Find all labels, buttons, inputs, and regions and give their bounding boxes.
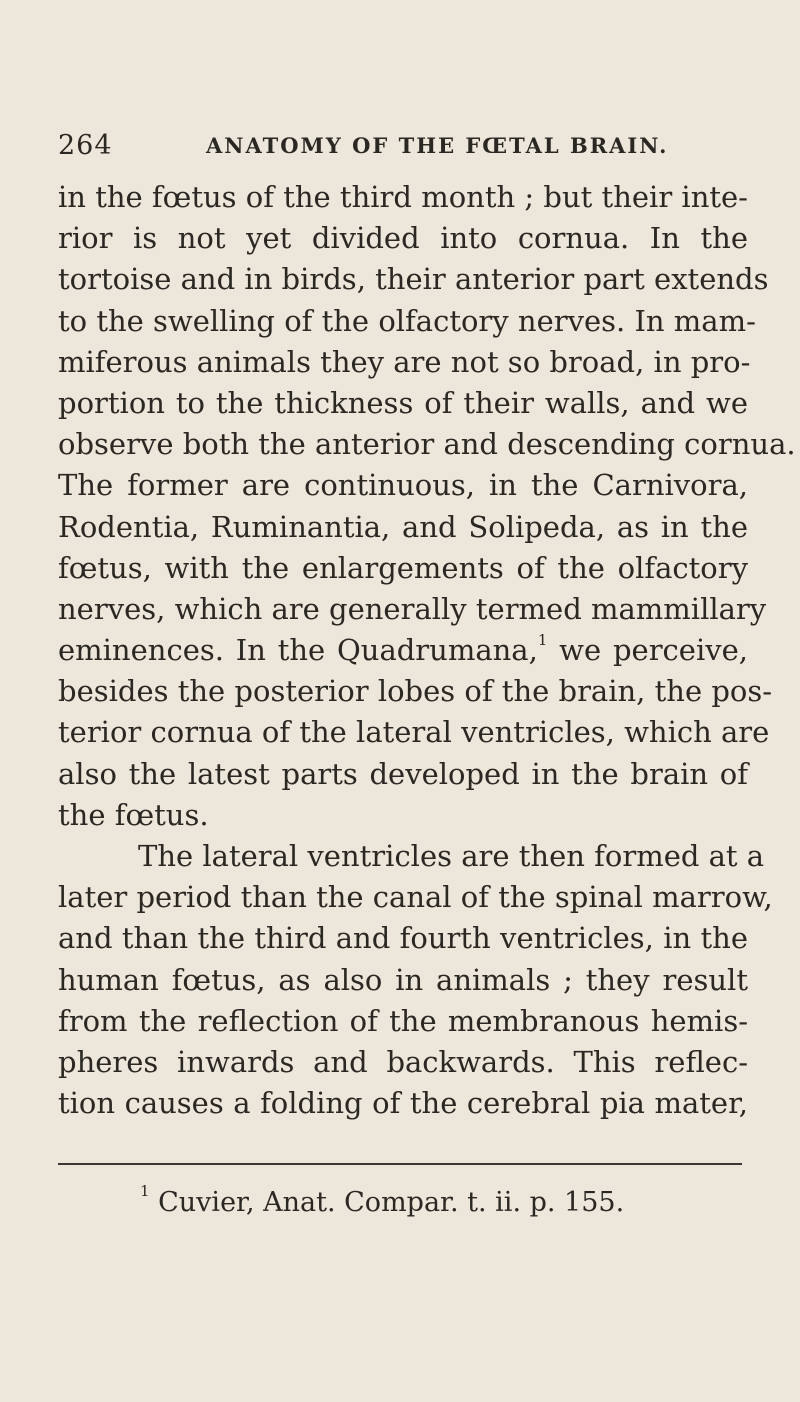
text-line: nerves, which are generally termed mammillary	[58, 591, 767, 626]
text-line: miferous animals they are not so broad, in pro-	[58, 344, 751, 379]
text-line-with-footnote-ref	[58, 630, 748, 671]
footnote-text: Cuvier, Anat. Compar. t. ii. p. 155.	[149, 1187, 625, 1218]
footnote-reference[interactable]: 1	[537, 631, 548, 650]
text-line: terior cornua of the lateral ventricles, which are	[58, 715, 770, 750]
paragraph-start-line: The lateral ventricles are then formed at a	[138, 839, 765, 873]
text-fragment: we perceive,	[547, 633, 749, 668]
footnote	[140, 1182, 625, 1221]
text-fragment: eminences. In the Quadrumana,	[58, 633, 538, 668]
text-line: fœtus, with the enlargements of the olfactory	[58, 550, 748, 585]
text-line: later period than the canal of the spinal marrow,	[58, 880, 773, 915]
text-line: rior is not yet divided into cornua. In the	[58, 221, 748, 256]
text-line: to the swelling of the olfactory nerves. In mam-	[58, 303, 756, 338]
text-line: pheres inwards and backwards. This reflec-	[58, 1044, 748, 1079]
text-line: observe both the anterior and descending cornua.	[58, 427, 796, 462]
text-line: tortoise and in birds, their anterior part extends	[58, 262, 769, 297]
text-line: human fœtus, as also in animals ; they result	[58, 962, 748, 997]
text-line: Rodentia, Ruminantia, and Solipeda, as in the	[58, 509, 748, 544]
footnote-divider	[58, 1163, 742, 1165]
text-line: The former are continuous, in the Carnivora,	[58, 468, 748, 503]
text-line: and than the third and fourth ventricles, in the	[58, 921, 748, 956]
text-line: from the reflection of the membranous hemis-	[58, 1003, 748, 1038]
text-line: portion to the thickness of their walls, and we	[58, 385, 748, 420]
page-number: 264	[58, 130, 113, 161]
paragraph-end-line: the fœtus.	[58, 797, 209, 832]
text-line: also the latest parts developed in the brain of	[58, 756, 748, 791]
text-line: besides the posterior lobes of the brain, the pos-	[58, 674, 773, 709]
footnote-marker: 1	[140, 1182, 150, 1200]
running-header	[58, 128, 748, 164]
text-line: in the fœtus of the third month ; but their inte-	[58, 180, 748, 214]
body-text	[58, 177, 796, 1124]
text-line: tion causes a folding of the cerebral pia mater,	[58, 1086, 748, 1121]
running-title: ANATOMY OF THE FŒTAL BRAIN.	[206, 133, 669, 158]
